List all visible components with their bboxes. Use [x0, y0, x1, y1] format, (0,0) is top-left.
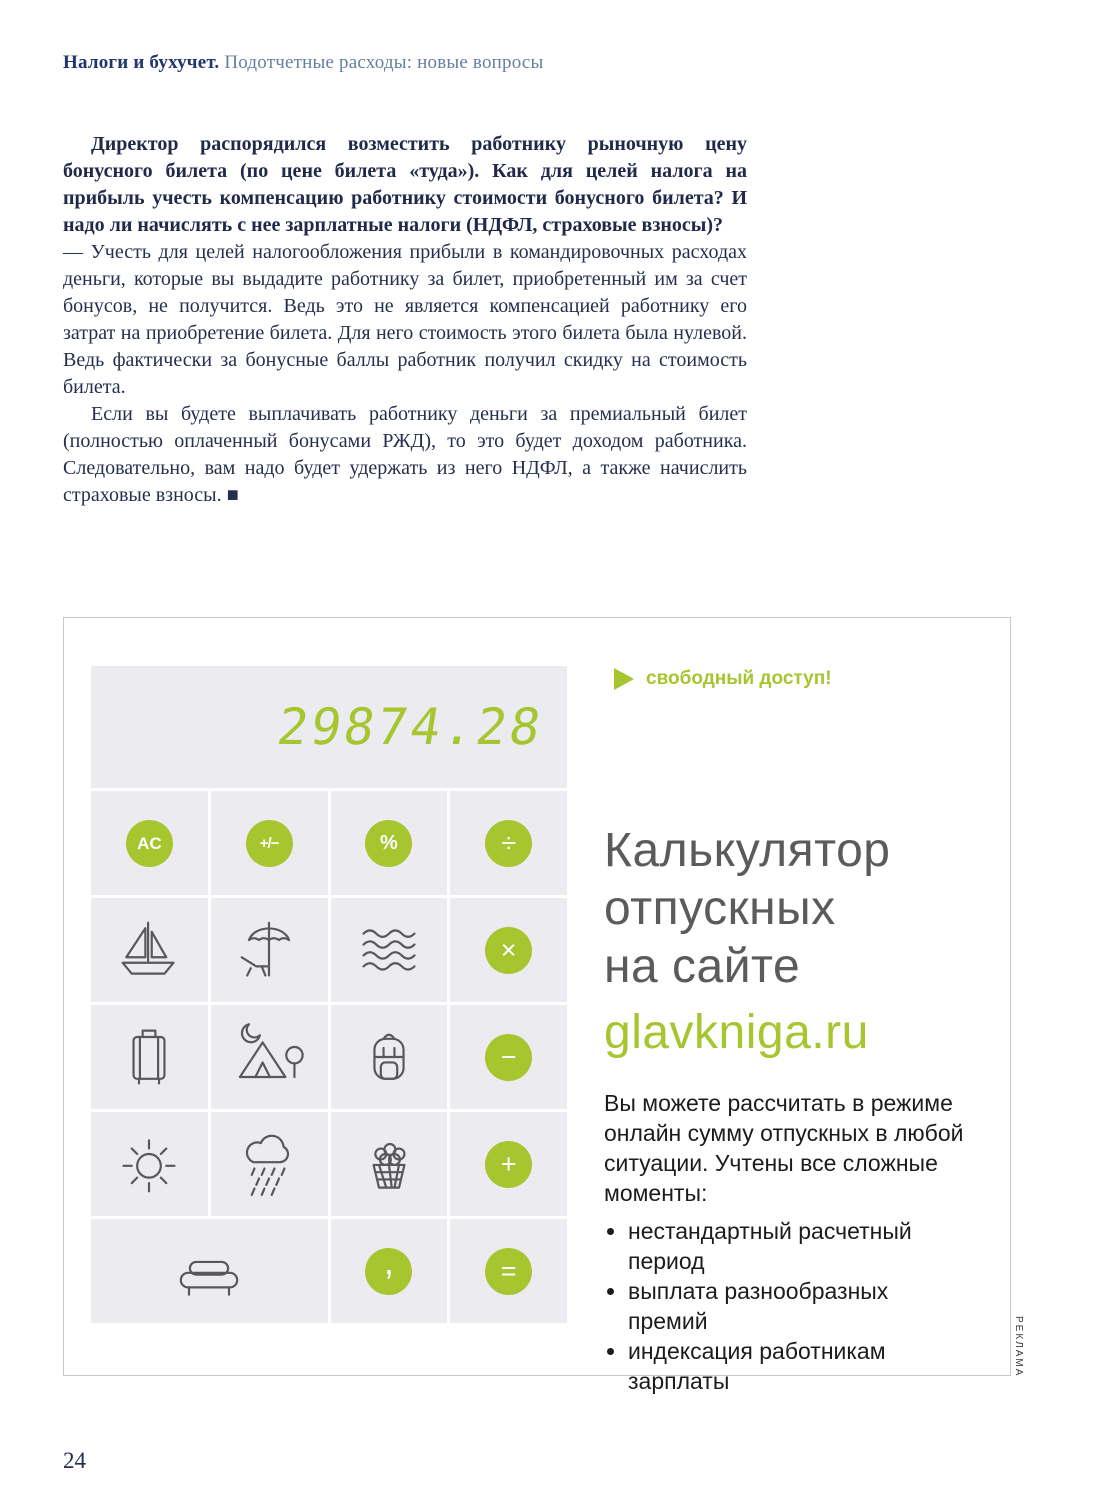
calc-button-plus — [450, 1112, 567, 1216]
page-number: 24 — [63, 1448, 86, 1473]
ad-heading-line-2: отпускных — [604, 882, 836, 935]
play-arrow-icon — [614, 668, 634, 690]
ice-cream-basket-icon — [349, 1124, 429, 1204]
calc-button-multiply-label: × — [485, 927, 532, 974]
advert-side-label: РЕКЛАМА — [1013, 1316, 1024, 1378]
calc-button-sign-label: +/− — [246, 820, 293, 867]
suitcase-icon — [109, 1017, 189, 1097]
calc-cell-rain-cloud — [211, 1112, 328, 1216]
ad-text-column — [604, 668, 1016, 1396]
calc-button-equals — [450, 1219, 567, 1323]
calculator-grid — [91, 791, 567, 1323]
calc-cell-beach-umbrella — [211, 898, 328, 1002]
calculator-display-value: 29874.28 — [273, 698, 548, 756]
backpack-icon — [349, 1017, 429, 1097]
calc-cell-suitcase — [91, 1005, 208, 1109]
calc-button-comma-label: , — [365, 1248, 412, 1295]
calculator-display — [91, 666, 567, 788]
calc-cell-ice-cream-basket — [331, 1112, 448, 1216]
calc-button-divide — [450, 791, 567, 895]
ad-heading — [604, 822, 1016, 1062]
tent-camping-icon — [229, 1017, 309, 1097]
calc-cell-waves — [331, 898, 448, 1002]
sofa-icon — [165, 1231, 253, 1311]
feature-item-3: • индексация работникам зарплаты — [628, 1336, 968, 1396]
running-header — [63, 52, 544, 74]
beach-umbrella-icon — [229, 910, 309, 990]
calc-button-divide-label: ÷ — [485, 820, 532, 867]
article-body — [63, 131, 747, 509]
free-access-label: свободный доступ! — [646, 668, 832, 689]
calc-button-percent — [331, 791, 448, 895]
calc-button-sign — [211, 791, 328, 895]
feature-list — [604, 1216, 968, 1396]
free-access-badge — [614, 668, 1016, 690]
calc-button-multiply — [450, 898, 567, 1002]
calc-cell-sailboat — [91, 898, 208, 1002]
calc-button-clear — [91, 791, 208, 895]
waves-icon — [349, 910, 429, 990]
calc-cell-sofa — [91, 1219, 328, 1323]
calc-cell-sun — [91, 1112, 208, 1216]
running-header-section: Налоги и бухучет. — [63, 52, 220, 73]
ad-heading-line-1: Калькулятор — [604, 824, 891, 877]
calc-cell-tent-camping — [211, 1005, 328, 1109]
feature-item-1: • нестандартный расчетный период — [628, 1216, 968, 1276]
calc-button-percent-label: % — [365, 820, 412, 867]
running-header-topic: Подотчетные расходы: новые вопросы — [219, 52, 544, 73]
ad-description: Вы можете рассчитать в режиме онлайн сумму отпускных в любой ситуации. Учтены все сложные моменты: — [604, 1090, 964, 1206]
calc-button-equals-label: = — [485, 1248, 532, 1295]
calc-button-minus — [450, 1005, 567, 1109]
sailboat-icon — [109, 910, 189, 990]
ad-heading-line-3: на сайте — [604, 940, 801, 993]
answer-paragraph-1: — Учесть для целей налогообложения прибыли в командировочных расходах деньги, которые вы выдадите работнику за билет, приобретенный им за счет бонусов, не получится. Ведь это не является компенсацией работнику его затрат на приобретение билета. Для него стоимость этого билета была нулевой. Ведь фактически за бонусные баллы работник получил скидку на стоимость билета. — [63, 241, 747, 398]
rain-cloud-icon — [229, 1124, 309, 1204]
feature-item-2: • выплата разнообразных премий — [628, 1276, 968, 1336]
calc-button-minus-label: − — [485, 1034, 532, 1081]
question-paragraph: Директор распорядился возместить работнику рыночную цену бонусного билета (по цене билета «туда»). Как для целей налога на прибыль учесть компенсацию работнику стоимости бонусного билета? И надо ли начислять с нее зарплатные налоги (НДФЛ, страховые взносы)? — [63, 133, 747, 236]
advertisement-box — [63, 617, 1011, 1394]
calc-button-clear-label: AC — [126, 820, 173, 867]
calculator-illustration — [91, 666, 567, 1323]
site-link[interactable]: glavkniga.ru — [604, 1006, 869, 1059]
calc-cell-backpack — [331, 1005, 448, 1109]
calc-button-comma — [331, 1219, 448, 1323]
sun-icon — [109, 1124, 189, 1204]
calc-button-plus-label: + — [485, 1141, 532, 1188]
answer-paragraph-2: Если вы будете выплачивать работнику деньги за премиальный билет (полностью оплаченный бонусами РЖД), то это будет доходом работника. Следовательно, вам надо будет удержать из него НДФЛ, а также начислить страховые взносы. ■ — [63, 403, 747, 506]
